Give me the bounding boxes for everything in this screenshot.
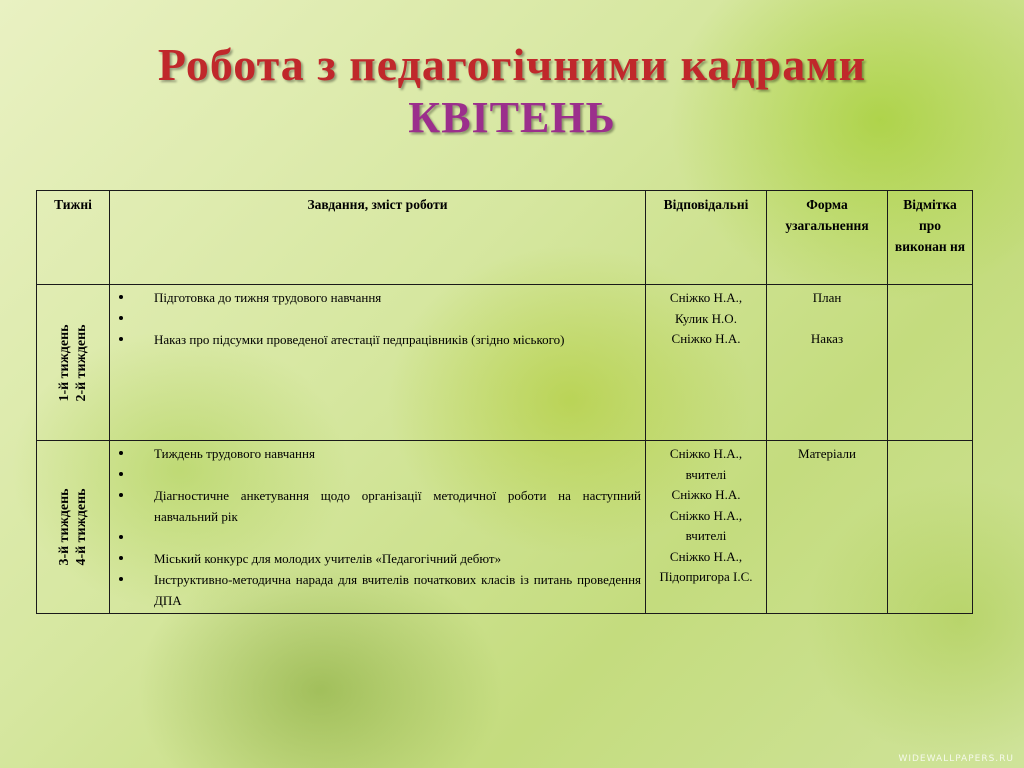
task-item: Тиждень трудового навчання: [114, 443, 641, 464]
mark-cell: [888, 441, 973, 614]
task-item: Інструктивно-методична нарада для вчителів початкових класів із питань проведення ДПА: [114, 569, 641, 611]
form-item: Наказ: [810, 331, 844, 346]
task-item: Діагностичне анкетування щодо організації методичної роботи на наступний навчальний рік: [114, 485, 641, 527]
week-label: 2-й тиждень: [74, 323, 89, 402]
form-item: Матеріали: [798, 446, 856, 461]
responsible-name: вчителі: [685, 466, 727, 482]
table-row: [37, 285, 973, 441]
mark-cell: [888, 285, 973, 441]
task-item: Підготовка до тижня трудового навчання: [114, 287, 641, 308]
table-row: [37, 441, 973, 614]
week-label: 1-й тиждень: [57, 323, 72, 402]
form-item: План: [812, 290, 842, 305]
header-form: Форма узагальнення: [767, 191, 888, 285]
header-mark: Відмітка про виконан ня: [888, 191, 973, 285]
responsible-cell: [646, 285, 767, 441]
header-responsible: Відповідальні: [646, 191, 767, 285]
header-tasks: Завдання, зміст роботи: [110, 191, 646, 285]
form-cell: [767, 285, 888, 441]
work-plan-table: [36, 190, 973, 614]
weeks-cell: [37, 285, 110, 441]
tasks-cell: [110, 285, 646, 441]
tasks-cell: [110, 441, 646, 614]
responsible-name: Кулик Н.О.: [675, 310, 737, 326]
week-label: 4-й тиждень: [74, 488, 89, 566]
responsible-name: Сніжко Н.А.: [671, 487, 741, 502]
responsible-name: Сніжко Н.А.: [671, 331, 741, 346]
task-item: Наказ про підсумки проведеної атестації педпрацівників (згідно міського): [114, 329, 641, 350]
table-header-row: [37, 191, 973, 285]
responsible-name: Сніжко Н.А.,: [669, 290, 743, 305]
responsible-name: Підопригора І.С.: [659, 569, 753, 584]
watermark: WIDEWALLPAPERS.RU: [898, 754, 1014, 764]
page-subtitle: КВІТЕНЬ: [408, 93, 616, 142]
week-label: 3-й тиждень: [57, 488, 72, 566]
weeks-cell: [37, 441, 110, 614]
responsible-name: Сніжко Н.А.,: [669, 507, 743, 523]
responsible-name: Сніжко Н.А.,: [669, 548, 743, 564]
responsible-cell: [646, 441, 767, 614]
responsible-name: Сніжко Н.А.,: [669, 446, 743, 461]
responsible-name: вчителі: [685, 528, 727, 543]
page-title: Робота з педагогічними кадрами: [157, 39, 867, 90]
task-item: Міський конкурс для молодих учителів «Педагогічний дебют»: [114, 548, 641, 569]
header-weeks: Тижні: [37, 191, 110, 285]
form-cell: [767, 441, 888, 614]
